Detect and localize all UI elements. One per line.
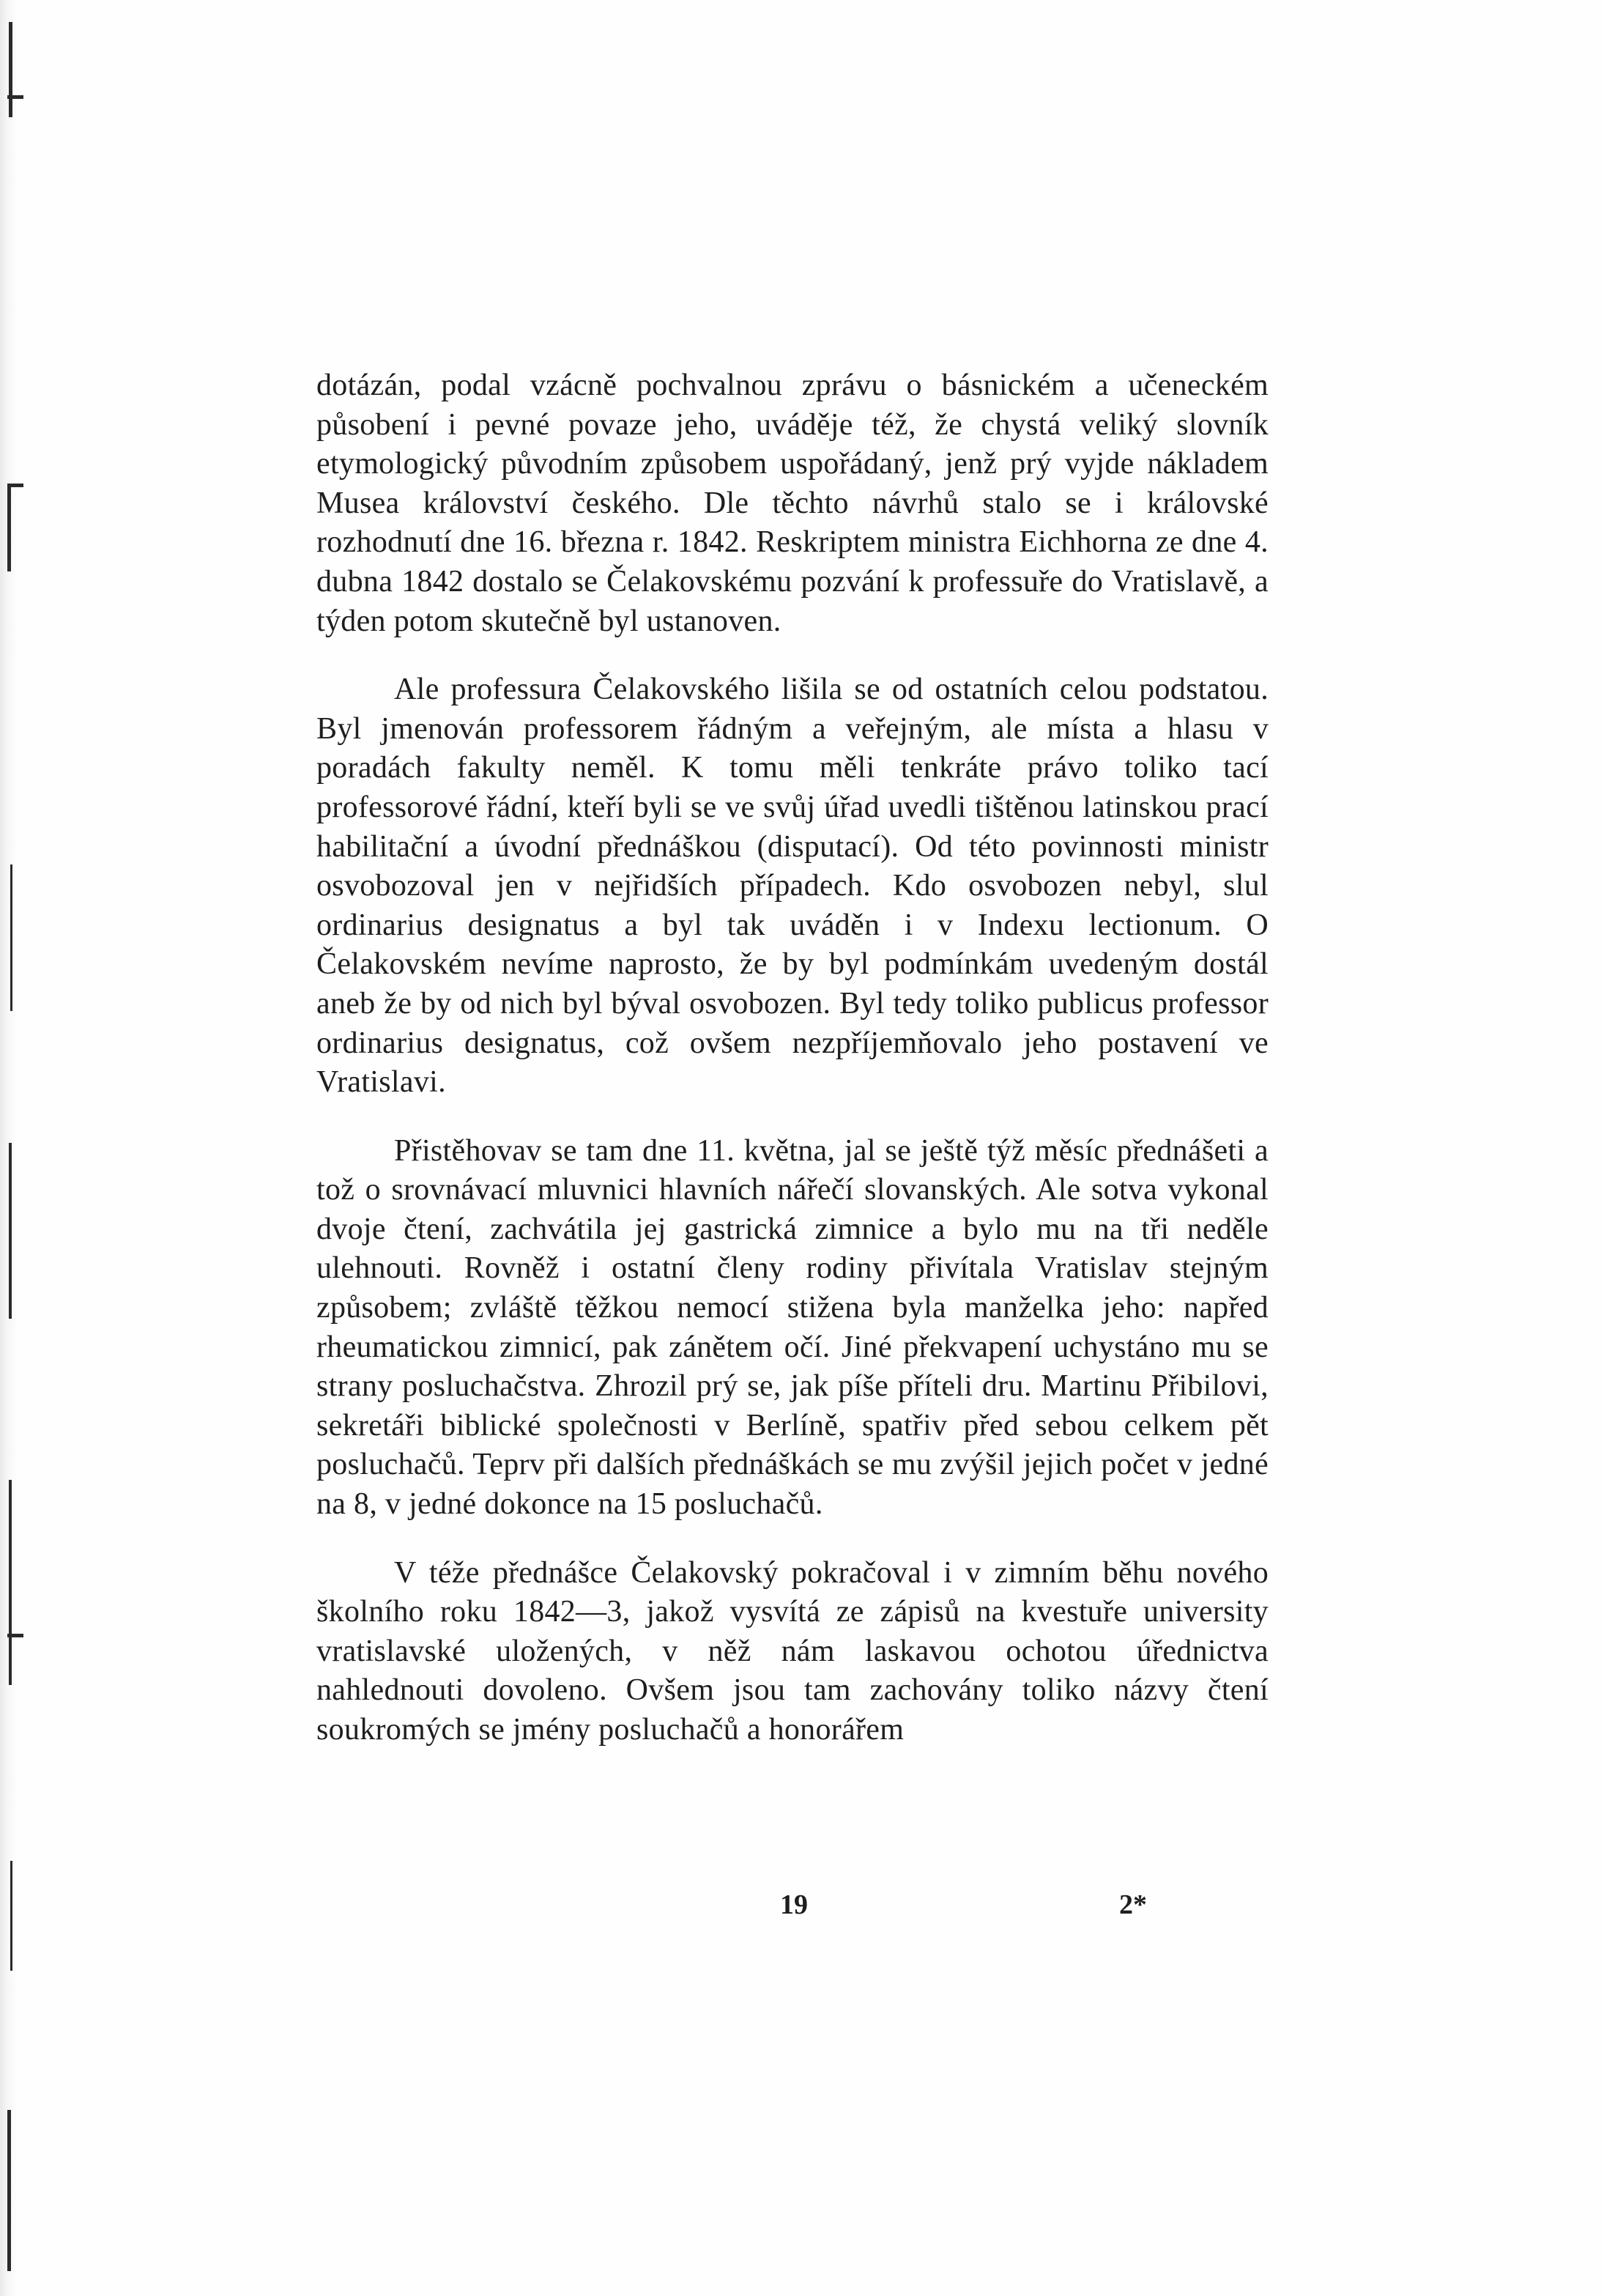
edge-mark xyxy=(10,864,12,1011)
edge-mark xyxy=(9,1143,12,1319)
page-footer xyxy=(0,1889,1604,1933)
edge-mark xyxy=(9,1480,12,1685)
body-text xyxy=(316,366,1269,1750)
edge-tick xyxy=(7,1634,23,1637)
edge-tick xyxy=(7,484,23,487)
edge-tick xyxy=(7,95,23,99)
page-number: 19 xyxy=(780,1889,808,1920)
paragraph-continuation: dotázán, podal vzácně pochvalnou zprávu o básnickém a učeneckém působení i pevné povaze jeho, uváděje též, že chystá veliký slovník etymologický původním způsobem uspořádaný, jenž prý vyjde nákladem Musea království českého. Dle těchto návrhů stalo se i královské rozhodnutí dne 16. března r. 1842. Reskriptem ministra Eichhorna ze dne 4. dubna 1842 dostalo se Čelakovskému pozvání k professuře do Vratislavě, a týden potom skutečně byl ustanoven. xyxy=(316,369,1269,638)
paragraph-professura: Ale professura Čelakovského lišila se od ostatních celou podstatou. Byl jmenován professorem řádným a veřejným, ale místa a hlasu v poradách fakulty neměl. K tomu měli tenkráte právo toliko tací professorové řádní, kteří byli se ve svůj úřad uvedli tištěnou latinskou prací habilitační a úvodní přednáškou (disputací). Od této povinnosti ministr osvobozoval jen v nejřidších případech. Kdo osvobozen nebyl, slul ordinarius designatus a byl tak uváděn i v Indexu lectionum. O Čelakovském nevíme naprosto, že by byl podmínkám uvedeným dostál aneb že by od nich byl býval osvobozen. Byl tedy toliko publicus professor ordinarius designatus, což ovšem nezpříjemňovalo jeho postavení ve Vratislavi. xyxy=(316,673,1269,1100)
binding-edge xyxy=(0,0,19,2296)
edge-mark xyxy=(9,22,12,117)
edge-mark xyxy=(7,2110,11,2271)
signature-mark: 2* xyxy=(1119,1889,1147,1920)
paragraph-winter-term: V téže přednášce Čelakovský pokračoval i v zimním běhu nového školního roku 1842—3, jakož vysvítá ze zápisů na kvestuře university vratislavské uložených, v něž nám laskavou ochotou úřednictva nahlednouti dovoleno. Ovšem jsou tam zachovány toliko názvy čtení soukromých se jmény posluchačů a honorářem xyxy=(316,1555,1269,1747)
edge-mark xyxy=(7,484,11,571)
paragraph-arrival: Přistěhovav se tam dne 11. května, jal se ještě týž měsíc přednášeti a tož o srovnávací mluvnici hlavních nářečí slovanských. Ale sotva vykonal dvoje čtení, zachvátila jej gastrická zimnice a bylo mu na tři neděle ulehnouti. Rovněž i ostatní členy rodiny přivítala Vratislav stejným způsobem; zvláště těžkou nemocí stižena byla manželka jeho: napřed rheumatickou zimnicí, pak zánětem očí. Jiné překvapení uchystáno mu se strany posluchačstva. Zhrozil prý se, jak píše příteli dru. Martinu Přibilovi, sekretáři biblické společnosti v Berlíně, spatřiv před sebou celkem pět posluchačů. Teprv při dalších přednáškách se mu zvýšil jejich počet v jedné na 8, v jedné dokonce na 15 posluchačů. xyxy=(316,1133,1269,1522)
